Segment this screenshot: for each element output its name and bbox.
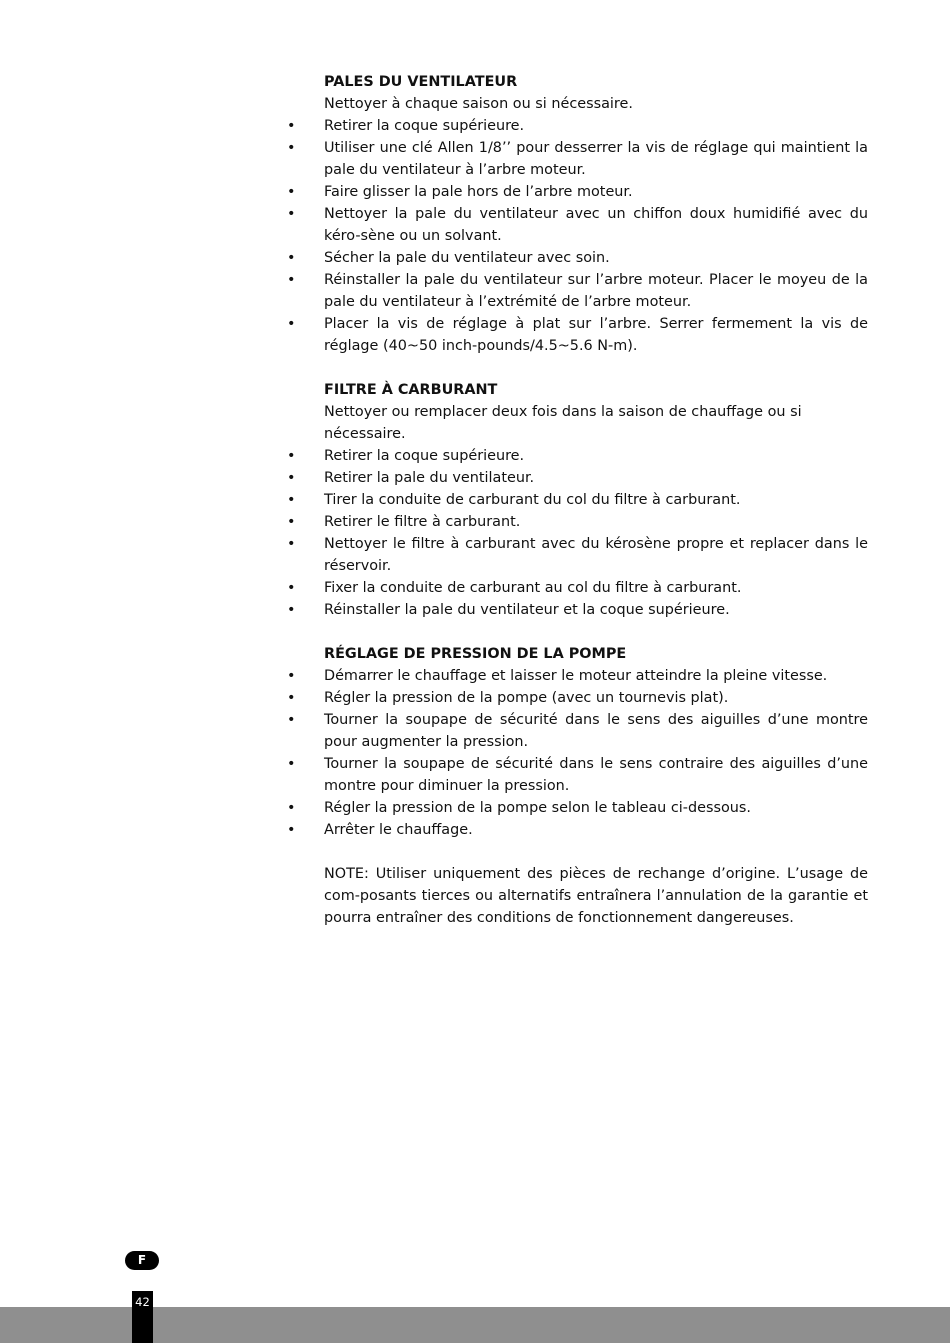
- main-content: [324, 71, 868, 929]
- section-heading: RÉGLAGE DE PRESSION DE LA POMPE: [324, 646, 627, 662]
- section-intro: Nettoyer ou remplacer deux fois dans la saison de chauffage ou si nécessaire.: [324, 404, 802, 442]
- list-item: • Retirer la pale du ventilateur.: [324, 467, 868, 489]
- list-item: • Nettoyer la pale du ventilateur avec un chiffon doux humidifié avec du kéro-sène ou un solvant.: [324, 203, 868, 247]
- section-intro: Nettoyer à chaque saison ou si nécessaire.: [324, 96, 633, 112]
- list-item: • Retirer le filtre à carburant.: [324, 511, 868, 533]
- list-item: • Tourner la soupape de sécurité dans le sens contraire des aiguilles d’une montre pour diminuer la pression.: [324, 753, 868, 797]
- section-heading: PALES DU VENTILATEUR: [324, 74, 518, 90]
- section-fan-blades: [324, 71, 868, 357]
- list-item: • Tirer la conduite de carburant du col du filtre à carburant.: [324, 489, 868, 511]
- list-item: • Placer la vis de réglage à plat sur l’arbre. Serrer fermement la vis de réglage (40~50 inch-pounds/4.5~5.6 N-m).: [324, 313, 868, 357]
- list-item: • Régler la pression de la pompe selon le tableau ci-dessous.: [324, 797, 868, 819]
- list-item: • Faire glisser la pale hors de l’arbre moteur.: [324, 181, 868, 203]
- list-item: • Nettoyer le filtre à carburant avec du kérosène propre et replacer dans le réservoir.: [324, 533, 868, 577]
- list-item: • Fixer la conduite de carburant au col du filtre à carburant.: [324, 577, 868, 599]
- section-heading: FILTRE À CARBURANT: [324, 382, 498, 398]
- list-item: • Démarrer le chauffage et laisser le moteur atteindre la pleine vitesse.: [324, 665, 868, 687]
- bullet-list: [324, 665, 868, 841]
- list-item: • Retirer la coque supérieure.: [324, 115, 868, 137]
- list-item: • Utiliser une clé Allen 1/8’’ pour desserrer la vis de réglage qui maintient la pale du ventilateur à l’arbre moteur.: [324, 137, 868, 181]
- list-item: • Tourner la soupape de sécurité dans le sens des aiguilles d’une montre pour augmenter la pression.: [324, 709, 868, 753]
- bullet-list: [324, 115, 868, 357]
- section-fuel-filter: [324, 379, 868, 621]
- list-item: • Réinstaller la pale du ventilateur et la coque supérieure.: [324, 599, 868, 621]
- list-item: • Arrêter le chauffage.: [324, 819, 868, 841]
- list-item: • Retirer la coque supérieure.: [324, 445, 868, 467]
- note-paragraph: NOTE: Utiliser uniquement des pièces de rechange d’origine. L’usage de com-posants tierces ou alternatifs entraînera l’annulation de la garantie et pourra entraîner des conditions de fonctionnement dangereuses.: [324, 866, 868, 926]
- list-item: • Régler la pression de la pompe (avec un tournevis plat).: [324, 687, 868, 709]
- bullet-list: [324, 445, 868, 621]
- section-pump-pressure: [324, 643, 868, 841]
- list-item: • Réinstaller la pale du ventilateur sur l’arbre moteur. Placer le moyeu de la pale du ventilateur à l’extrémité de l’arbre moteur.: [324, 269, 868, 313]
- list-item: • Sécher la pale du ventilateur avec soin.: [324, 247, 868, 269]
- page-number: 42: [132, 1291, 153, 1343]
- language-badge: F: [125, 1251, 159, 1270]
